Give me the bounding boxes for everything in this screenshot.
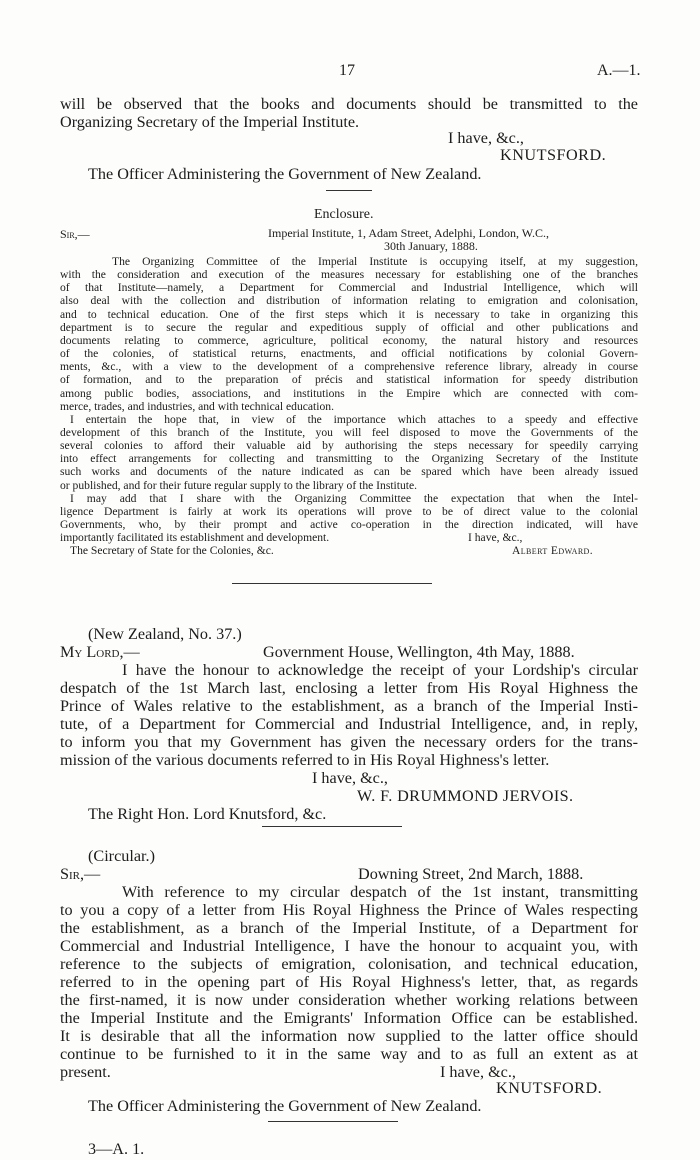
text-line: importantly facilitated its establishment and development. [60,531,330,545]
text-line: ligence Department is fairly at work its operations will prove to be of direct value to the colonial [60,504,638,518]
text-line: to inform you that my Government has given the necessary orders for the trans- [60,733,638,751]
addressee: The Right Hon. Lord Knutsford, &c. [88,805,327,823]
despatch-reference: (Circular.) [88,847,155,865]
text-line: documents relating to commerce, agriculture, political economy, the natural history and resources [60,333,638,347]
text-line: the first-named, it is now under consideration whether working relations between [60,991,638,1009]
letter-body [60,661,638,769]
text-line: the establishment, as a branch of the Imperial Institute, of a Department for [60,919,638,937]
text-line: development of this branch of the Institute, you will feel disposed to move the Governments of the [60,425,638,439]
salutation: Sir,— [60,227,90,241]
signature: KNUTSFORD. [496,1079,603,1097]
text-line: reference to the subjects of emigration, colonisation, and technical education, [60,955,638,973]
text-line: to you a copy of a letter from His Royal Highness the Prince of Wales respecting [60,901,638,919]
letter-body [60,883,638,1081]
despatch-reference: (New Zealand, No. 37.) [88,625,242,643]
salutation: My Lord,— [60,643,140,661]
enclosure-title: Enclosure. [314,207,374,222]
text-line: among public bodies, associations, and institutions in the Empire which are connected with com- [60,386,638,400]
divider [232,583,432,584]
text-line: of that Institute—namely, a Department for Commercial and Industrial Intelligence, which will [60,281,638,295]
text-line: Prince of Wales relative to the establishment, as a branch of the Imperial Insti- [60,697,638,715]
divider [262,826,402,827]
enclosure-paragraph-1 [60,255,638,413]
salutation: Sir,— [60,865,101,883]
closing-have: I have, &c., [312,769,388,787]
text-line: despatch of the 1st March last, enclosing a letter from His Royal Highness the [60,679,638,697]
text-line: merce, trades, and industries, and with technical education. [60,399,334,413]
footer-signature-mark: 3—A. 1. [88,1140,145,1158]
closing-have: I have, &c., [440,1063,516,1081]
enclosure-paragraph-2 [60,413,638,492]
closing-have: I have, &c., [468,531,523,545]
text-line: several colonies to afford their valuable aid by authorising the steps necessary for speedily carrying [60,439,638,453]
document-reference: A.—1. [597,62,641,79]
text-line: Governments, who, by their prompt and active co-operation in the direction indicated, will have [60,518,638,531]
text-line: mission of the various documents referred to in His Royal Highness's letter. [60,751,550,769]
text-line: the Imperial Institute and the Emigrants' Information Office can be established. [60,1009,638,1027]
text-line: ments, &c., with a view to the development of a comprehensive reference library, already in course [60,360,638,374]
text-line: With reference to my circular despatch of the 1st instant, transmitting [122,883,638,901]
text-line: such works and documents of the nature indicated as can be spared which have been already issued [60,465,638,479]
text-line: department is to secure the regular and expeditious supply of official and other publications and [60,320,638,334]
text-line: with the consideration and execution of the measures necessary for establishing one of the branches [60,268,638,282]
text-line: referred to in the opening part of His Royal Highness's letter, that, as regards [60,973,638,991]
addressee: The Officer Administering the Government of New Zealand. [88,165,482,183]
text-line: I may add that I share with the Organizing Committee the expectation that when the Intel- [70,491,638,505]
letter-address: Downing Street, 2nd March, 1888. [358,865,584,883]
text-line: present. [60,1063,111,1081]
text-line: of formation, and to the preparation of précis and statistical information for speedy distribution [60,373,638,387]
enclosure-paragraph-3 [60,492,638,531]
text-line: also deal with the collection and distribution of information relating to emigration and colonisation, [60,294,638,308]
text-line: into effect arrangements for collecting and transmitting to the Organizing Secretary of the Institute [60,452,638,466]
page-number: 17 [339,62,355,79]
closing-have: I have, &c., [448,129,524,147]
text-line: I entertain the hope that, in view of the importance which attaches to a speedy and effective [70,412,638,426]
text-line: or published, and for their future regular supply to the library of the Institute. [60,478,418,492]
text-line: of the colonies, of statistical returns, enactments, and official notifications by colonial Govern- [60,347,638,361]
signature: W. F. DRUMMOND JERVOIS. [357,787,574,805]
text-line: The Organizing Committee of the Imperial Institute is occupying itself, at my suggestion, [112,255,638,268]
signature: KNUTSFORD. [500,146,607,164]
text-line: I have the honour to acknowledge the receipt of your Lordship's circular [122,661,638,679]
text-line: continue to be furnished to it in the same way and to as full an extent as at [60,1045,638,1063]
enclosure-address: Imperial Institute, 1, Adam Street, Adelphi, London, W.C., [268,226,549,240]
divider [326,190,372,191]
text-line: tute, of a Department for Commercial and Industrial Intelligence, and, in reply, [60,715,638,733]
text-line: Organizing Secretary of the Imperial Institute. [60,113,360,131]
signature: Albert Edward. [512,544,594,558]
addressee: The Officer Administering the Government of New Zealand. [88,1097,482,1115]
letter-address: Government House, Wellington, 4th May, 1888. [263,643,575,661]
enclosure-recipient: The Secretary of State for the Colonies, &c. [70,544,274,558]
text-line: will be observed that the books and documents should be transmitted to the [60,95,638,113]
divider [268,1121,398,1122]
enclosure-date: 30th January, 1888. [384,239,478,253]
text-line: and to technical education. One of the first steps which it is necessary to take in organizing this [60,307,638,321]
text-line: Commercial and Industrial Intelligence, I have the honour to acquaint you, with [60,937,638,955]
text-line: It is desirable that all the information now supplied to the latter office should [60,1027,638,1045]
